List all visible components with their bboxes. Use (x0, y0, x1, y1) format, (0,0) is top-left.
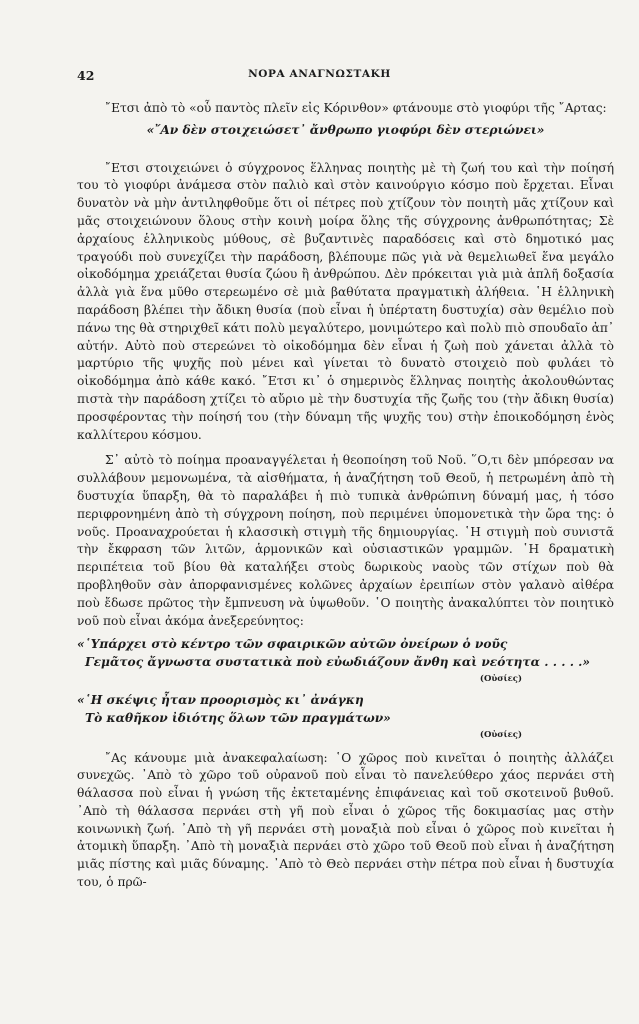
page-body (77, 100, 614, 892)
verse-quote (77, 636, 614, 686)
verse-line: «῾Η σκέψις ἦταν προορισμὸς κι᾽ ἀνάγκη (77, 692, 364, 707)
page-number: 42 (77, 68, 95, 83)
verse-line: «῾Υπάρχει στὸ κέντρο τῶν σφαιρικῶν αὐτῶν ὀνείρων ὁ νοῦς (77, 637, 508, 652)
verse-source: (Οὐσίες) (479, 673, 522, 684)
running-head: ΝΟΡΑ ΑΝΑΓΝΩΣΤΑΚΗ (248, 68, 391, 80)
closing-paragraph: ῎Ας κάνουμε μιὰ ἀνακεφαλαίωση: ῾Ο χῶρος ποὺ κινεῖται ὁ ποιητὴς ἀλλάζει συνεχῶς. ᾽Απὸ τὸ χῶρο τοῦ οὐρανοῦ ποὺ εἶναι τὸ πανελεύθερο χάος περνάει στὴ θάλασσα ποὺ εἶναι ἡ γνώση τῆς ἐκτεταμένης ἐπιφάνειας καὶ τοῦ σκοτεινοῦ βυθοῦ. ᾽Απὸ τὴ θάλασσα περνάει στὴ γῆ ποὺ εἶναι ὁ χῶρος τῆς δοκιμασίας μας στὴν κοινωνικὴ ζωή. ᾽Απὸ τὴ γῆ περνάει στὴ μοναξιὰ ποὺ εἶναι ὁ χῶρος ποὺ κινεῖται ἡ ἀτομικὴ ὕπαρξη. ᾽Απὸ τὴ μοναξιὰ περνάει στὸ χῶρο τοῦ Θεοῦ ποὺ εἶναι ἡ ἀναζήτηση μιᾶς πίστης καὶ μιᾶς δύναμης. ᾽Απὸ τὸ Θεὸ περνάει στὴν πέτρα ποὺ εἶναι ἡ δυστυχία του, ὁ πρῶ- (77, 750, 614, 890)
page-header (0, 68, 639, 84)
section-subheading: «῎Αν δὲν στοιχειώσετ᾽ ἄνθρωπο γιοφύρι δὲν στεριώνει» (146, 122, 545, 137)
body-paragraph: ῎Ετσι στοιχειώνει ὁ σύγχρονος ἕλληνας ποιητὴς μὲ τὴ ζωή του καὶ τὴν ποίησή του τὸ γιοφύρι ἀνάμεσα στὸν παλιὸ καὶ στὸν καινούργιο κόσμο ποὺ ἔρχεται. Εἶναι δυνατὸν νὰ μὴν ἀντιληφθοῦμε ὅτι οἱ πέτρες ποὺ χτίζουν τὸν ποιητὴ μᾶς χτίζουν καὶ μᾶς στοιχειώνουν ὅλους στὴν κοινὴ μοίρα ὅλης τῆς σύγχρονης ἀνθρωπότητας; Σὲ ἀρχαίους ἑλληνικοὺς μύθους, σὲ βυζαντινὲς παραδόσεις καὶ στὸ δημοτικό μας τραγούδι ποὺ συνεχίζει τὴν παράδοση, βλέπουμε πῶς γιὰ νὰ θεμελιωθεῖ ἕνα μεγάλο οἰκοδόμημα χρειάζεται θυσία ζώου ἢ ἀνθρώπου. Δὲν πρόκειται γιὰ μιὰ ἁπλῆ δοξασία ἀλλὰ γιὰ ἕνα μῦθο στερεωμένο σὲ μιὰ βαθύτατα πραγματικὴ ἀλήθεια. ῾Η ἑλληνικὴ παράδοση βλέπει τὴν ἄδικη θυσία (ποὺ εἶναι ἡ ὑπέρτατη δυστυχία) σὰν θεμέλιο ποὺ πάνω της θὰ στηριχθεῖ κάτι πολὺ μεγαλύτερο, μονιμώτερο καὶ πολὺ πιὸ σπουδαῖο ἀπ᾽ αὐτήν. Αὐτὸ ποὺ στερεώνει τὸ οἰκοδόμημα δὲν εἶναι ἡ ζωὴ ποὺ χάνεται ἀλλὰ τὸ μαρτύριο τῆς ψυχῆς ποὺ μένει καὶ γίνεται τὸ δυνατὸ στοιχειὸ ποὺ φυλάει τὸ οἰκοδόμημα ἀπὸ κάθε κακό. ῎Ετσι κι᾽ ὁ σημερινὸς ἕλληνας ποιητὴς ἀκολουθώντας πιστὰ τὴν παράδοση χτίζει τὸ αὔριο μὲ τὴν δυστυχία τῆς ζωῆς του (τὴν ἄδικη θυσία) προσφέροντας τὴν ποίησή του (τὴν δύναμη τῆς ψυχῆς του) στὴν ἐποικοδόμηση ἑνὸς καλλίτερου κόσμου. (77, 160, 614, 442)
intro-paragraph: ῎Ετσι ἀπὸ τὸ «οὗ παντὸς πλεῖν εἰς Κόρινθον» φτάνουμε στὸ γιοφύρι τῆς ῎Αρτας: (105, 101, 607, 115)
verse-line: Γεμᾶτος ἄγνωστα συστατικὰ ποὺ εὐωδιάζουν ἄνθη καὶ νεότητα . . . . .» (85, 655, 591, 670)
verse-quote (77, 692, 614, 742)
verse-source: (Οὐσίες) (479, 729, 522, 740)
body-paragraph: Σ᾽ αὐτὸ τὸ ποίημα προαναγγέλεται ἡ θεοποίηση τοῦ Νοῦ. ῞Ο,τι δὲν μπόρεσαν να συλλάβουν μεμονωμένα, τὰ αἰσθήματα, ἡ ἀναζήτηση τοῦ Θεοῦ, ἡ πετρωμένη ἀπὸ τὴ δυστυχία ὕπαρξη, θὰ τὸ παραλάβει ἡ πιὸ τυπικὰ ἀνθρώπινη δύναμή μας, ἡ τόσο περιφρονημένη ἀπὸ τὴ σύγχρονη ποίηση, ποὺ περιμένει ὑπομονετικὰ τὴν ὥρα της: ὁ νοῦς. Προαναχρούεται ἡ κλασσικὴ στιγμὴ τῆς δημιουργίας. ῾Η στιγμὴ ποὺ συνιστᾶ τὴν ἔκφραση τῶν λιτῶν, ἁρμονικῶν καὶ οὐσιαστικῶν γραμμῶν. ῾Η δραματικὴ περιπέτεια τοῦ βίου θὰ καταλήξει στοὺς δωρικοὺς ναοὺς τῶν στίχων ποὺ θὰ προβληθοῦν σὰν ἀπορφανισμένες κολῶνες ἀρχαίων ἐρειπίων στὸν γαλανὸ αἰθέρα ποὺ ἔδωσε πρῶτος τὴν ἔμπνευση νὰ ὑψωθοῦν. ῾Ο ποιητὴς ἀνακαλύπτει τὸν ποιητικὸ νοῦ ποὺ εἶναι ἀκόμα ἀνεξερεύνητος: (77, 453, 614, 628)
verse-line: Τὸ καθῆκον ἰδιότης ὅλων τῶν πραγμάτων» (85, 710, 391, 725)
